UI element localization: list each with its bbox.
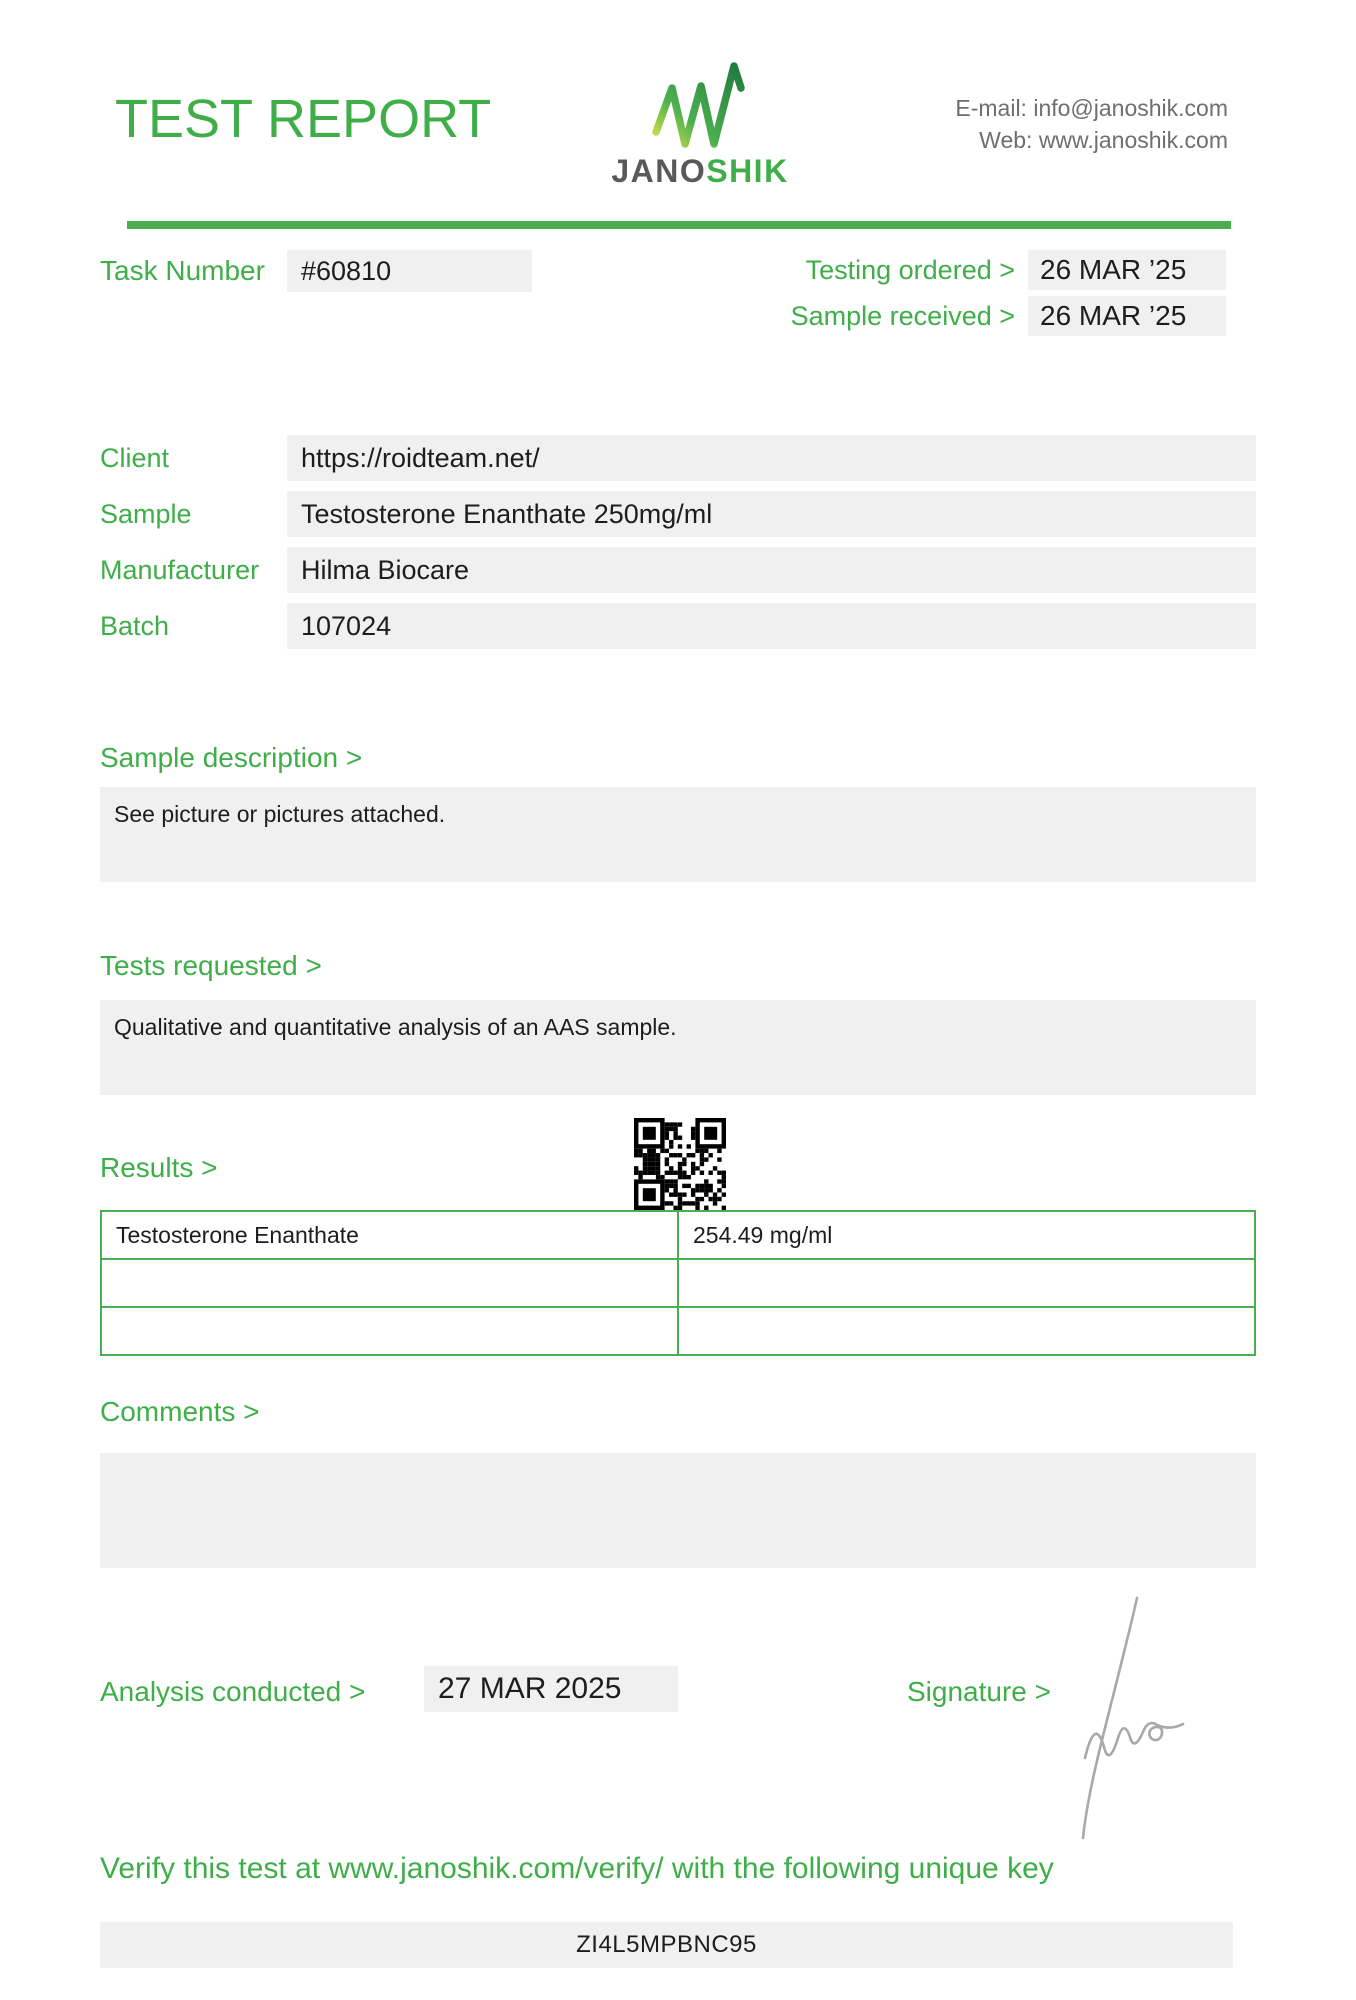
signature-label: Signature > [907,1676,1051,1707]
analysis-conducted-value: 27 MAR 2025 [424,1666,678,1712]
client-row [100,435,1256,481]
client-value: https://roidteam.net/ [287,435,1256,481]
analysis-conducted-label: Analysis conducted > [100,1676,366,1707]
comments-heading: Comments > [100,1396,260,1427]
testing-ordered-label: Testing ordered > [805,254,1015,285]
tests-requested-heading: Tests requested > [100,950,322,981]
result-value: 254.49 mg/ml [678,1211,1255,1259]
contact-email: E-mail: info@janoshik.com [955,95,1228,121]
sample-description-heading: Sample description > [100,742,363,773]
sample-label: Sample [100,499,192,529]
signature-image [1035,1590,1195,1850]
table-row [101,1307,1255,1355]
batch-row [100,603,1256,649]
result-substance [101,1259,678,1307]
table-row [101,1259,1255,1307]
verify-instructions: Verify this test at www.janoshik.com/verify/ with the following unique key [100,1852,1054,1885]
verify-key: ZI4L5MPBNC95 [100,1922,1233,1968]
task-number-value: #60810 [287,250,532,292]
header-divider [127,221,1231,229]
qr-code [634,1118,726,1210]
logo-word-dark: JANO [611,153,707,189]
logo-wordmark [610,154,790,188]
sample-received-row [740,296,1226,336]
tests-requested-box: Qualitative and quantitative analysis of an AAS sample. [100,1000,1256,1095]
sample-received-label: Sample received > [790,300,1015,331]
growth-chart-icon [648,58,752,150]
sample-row [100,491,1256,537]
contact-web: Web: www.janoshik.com [979,127,1228,153]
result-value [678,1259,1255,1307]
comments-box [100,1453,1256,1568]
manufacturer-label: Manufacturer [100,555,260,585]
batch-value: 107024 [287,603,1256,649]
table-row [101,1211,1255,1259]
dates-block [740,250,1226,342]
page-title: TEST REPORT [115,89,492,149]
manufacturer-value: Hilma Biocare [287,547,1256,593]
result-value [678,1307,1255,1355]
logo-word-green: SHIK [706,153,789,189]
batch-label: Batch [100,611,170,641]
sample-info-block [100,435,1256,659]
janoshik-logo [610,58,790,188]
sample-received-value: 26 MAR ’25 [1028,296,1226,336]
contact-block [955,92,1228,156]
testing-ordered-row [740,250,1226,290]
task-number-label: Task Number [100,255,265,286]
sample-value: Testosterone Enanthate 250mg/ml [287,491,1256,537]
result-substance: Testosterone Enanthate [101,1211,678,1259]
result-substance [101,1307,678,1355]
sample-description-box: See picture or pictures attached. [100,787,1256,882]
client-label: Client [100,443,170,473]
results-heading: Results > [100,1152,218,1183]
manufacturer-row [100,547,1256,593]
results-table [100,1210,1256,1356]
testing-ordered-value: 26 MAR ’25 [1028,250,1226,290]
